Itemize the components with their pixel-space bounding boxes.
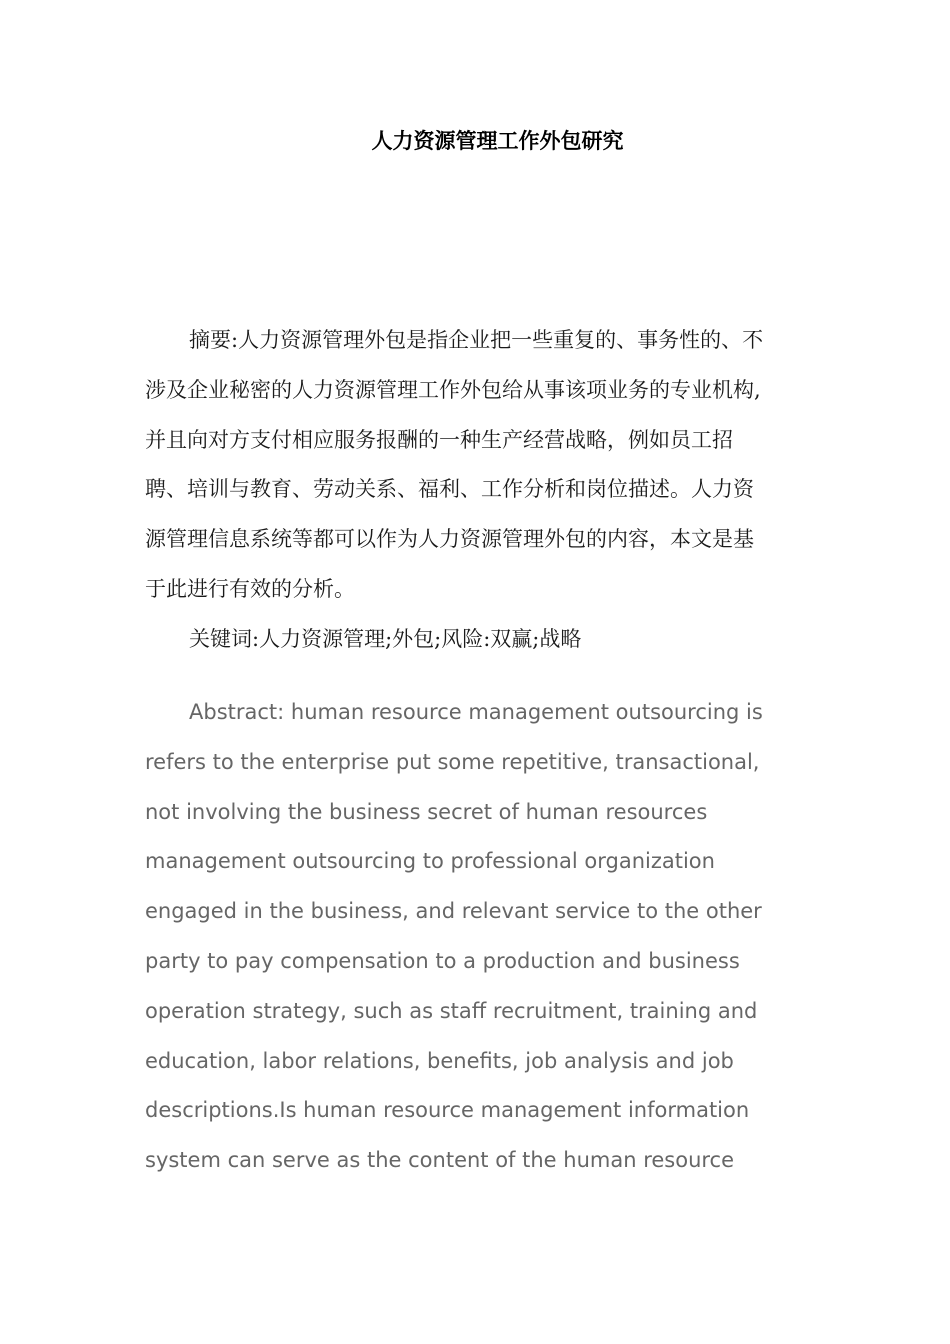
chinese-keywords: 关键词:人力资源管理;外包;风险:双赢;战略 <box>189 627 582 651</box>
en-abstract-line: party to pay compensation to a production and business <box>145 948 740 973</box>
chinese-abstract <box>145 316 805 615</box>
cn-abstract-line: 于此进行有效的分析。 <box>145 576 355 601</box>
cn-abstract-line: 并且向对方支付相应服务报酬的一种生产经营战略，例如员工招 <box>145 427 733 452</box>
en-abstract-line: engaged in the business, and relevant service to the other <box>145 899 762 924</box>
en-abstract-line: descriptions.Is human resource management information <box>145 1098 750 1123</box>
en-abstract-line: management outsourcing to professional organization <box>145 849 715 874</box>
cn-abstract-line: 涉及企业秘密的人力资源管理工作外包给从事该项业务的专业机构, <box>145 377 761 402</box>
cn-abstract-line: 源管理信息系统等都可以作为人力资源管理外包的内容，本文是基 <box>145 527 754 552</box>
en-abstract-line: Abstract: human resource management outsourcing is <box>189 700 763 724</box>
document-title: 人力资源管理工作外包研究 <box>371 129 624 153</box>
en-abstract-line: refers to the enterprise put some repetitive, transactional, <box>145 749 760 774</box>
cn-abstract-line: 摘要:人力资源管理外包是指企业把一些重复的、事务性的、不 <box>189 328 764 352</box>
cn-abstract-line: 聘、培训与教育、劳动关系、福利、工作分析和岗位描述。人力资 <box>145 477 754 502</box>
en-abstract-line: education, labor relations, benefits, job analysis and job <box>145 1048 734 1073</box>
en-abstract-line: not involving the business secret of human resources <box>145 799 708 824</box>
en-abstract-line: operation strategy, such as staff recruitment, training and <box>145 998 758 1023</box>
en-abstract-line: system can serve as the content of the human resource <box>145 1148 735 1173</box>
english-abstract <box>145 688 805 1186</box>
